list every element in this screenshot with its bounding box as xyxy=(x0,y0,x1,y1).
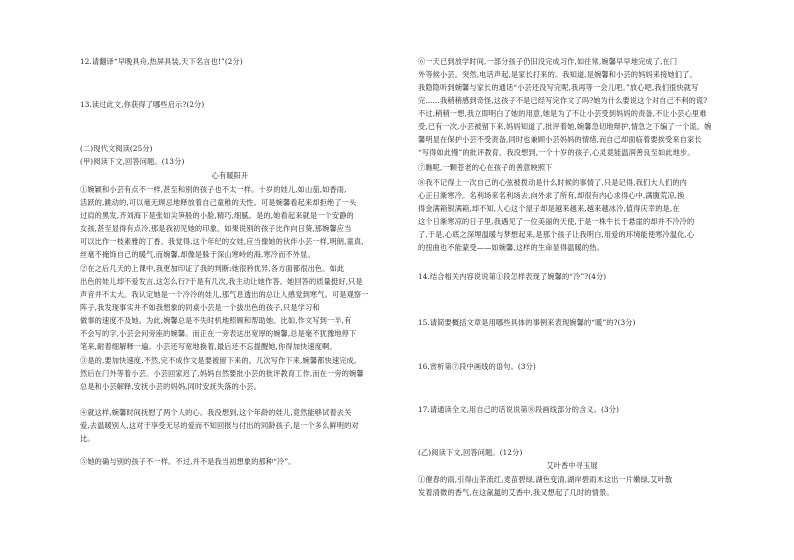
paragraph-line: 心正日渐寒冷。名利场来名利场去,向外求了所有,却很有内心求得心中,满腹荒凉,换 xyxy=(418,191,685,200)
paragraph-line: ④就这样,婉馨时间抚慰了两个人的心。我没想到,这个年龄的娃儿,竟然能够试着去关 xyxy=(80,408,352,417)
part-b-intro: (乙)阅读下文,回答问题。(12分) xyxy=(418,448,523,457)
paragraph-line: 得金满箱银满箱,却不知,人心这个屋子却是越来越来,越来越冰冷,值得庆幸的是,在 xyxy=(418,204,680,213)
question-14: 14.结合相关内容说说第①段怎样表现了婉馨的“冷”?(4分) xyxy=(418,272,607,281)
paragraph-line: 我隐隐听到婉馨与家长的通话“小芸还没写完呢,我再等一会儿吧。”放心吧,我们很快就写 xyxy=(418,83,699,92)
paragraph-line: 馨明显在保护小芸不受责备,同时也兼顾小芸妈妈的情绪,而自己却面临着要挨受来自家长 xyxy=(418,135,702,144)
paragraph-line: 过肩的黑发,齐刘海下是张如尖笋般的小脸,精巧,细腻。是的,她看起来就是一个安静的 xyxy=(80,211,354,220)
paragraph-line: 女孩,甚至显得有点冷,那是我初见她的印象。如果说别的孩子比作向日葵,那婉馨应当 xyxy=(80,224,352,233)
question-13: 13.读过此文,你获得了哪些启示?(2分) xyxy=(80,100,205,109)
paragraph-line: 丝毫不掩饰自己的暖气,而婉馨,却像是躲于深山寒岭的海,寒冷而不外显。 xyxy=(80,250,315,259)
paragraph-line: “写得如此慢”的批评教育。我没想到,一个十岁的孩子,心灵竟能温润善良至如此地步。 xyxy=(418,148,695,157)
paragraph-line: 阵子,我发现事实并不如我想象的同桌小芸是一个拔出色的孩子,只是学习和 xyxy=(80,303,320,312)
paragraph-line: ②在之后几天的上课中,我更加印证了我的判断:她很矜优异,各方面都很出色。如此 xyxy=(80,264,345,273)
paragraph-line: 爱,去温暖别人,这对于享受无尽的爱而不知回报与付出的同龄孩子,是一个多么鲜明的对 xyxy=(80,421,359,430)
section-heading: (二)现代文阅读(25分) xyxy=(80,144,153,153)
paragraph-line: 完……我稍稍感到奇怪,这孩子不是已经写完作文了吗?她为什么要说这个对自己不利的谎? xyxy=(418,96,708,105)
paragraph-line: 外等候小芸。突然,电话声起,是家长打来的。我知道,是婉馨和小芸的妈妈来接她们了。 xyxy=(418,70,697,79)
paragraph-line: 声音并不太大。我认定她是一个冷冷的娃儿,那气息透出的总让人感觉到寒气。可是观察一 xyxy=(80,290,369,299)
question-15: 15.请简要概括文章是用哪些具体的事例来表现婉馨的“暖”的?(3分) xyxy=(418,318,636,327)
paragraph-line: ⑥一天已到放学时间,一部分孩子仍旧没完成习作,如往常,婉馨早早地完成了,在门 xyxy=(418,57,678,66)
left-column xyxy=(80,0,380,560)
article-title: 心有暖阳开 xyxy=(211,171,249,180)
paragraph-line: 的扭曲也不能蒙受——如婉馨,这样的生命显得温暖的热。 xyxy=(418,243,604,252)
paragraph-line: 可以比作一枝素雅的丁香。我觉得,这个年纪的女娃,应当像她的伙伴小芸一样,明朗,童真, xyxy=(80,237,364,246)
part-a-intro: (甲)阅读下文,回答问题。(13分) xyxy=(80,157,185,166)
paragraph-line: ①婉颖和小芸有点不一样,甚至和别的孩子也不太一样。十岁的娃儿,如山茄,如香雨, xyxy=(80,185,347,194)
paragraph-line: 做事的速度不及她。为此,婉馨总是不失时机地照顾和帮助她。比如,作文写到一半,有 xyxy=(80,316,352,325)
paragraph-line: 然后在门外等着小芸。小芸回家迟了,妈妈自然要批小芸的批评教育工作,而在一旁的婉馨 xyxy=(80,369,364,378)
paragraph-line: ③是的,要加快速度,不然,完不成作文是要被留下来的。几次写作下来,婉馨都快速完成, xyxy=(80,356,357,365)
article-title-2: 艾叶香中寻玉展 xyxy=(546,461,598,470)
question-12: 12.请翻译“早晚具舟,热屏具装,天下名言也!”(2分) xyxy=(80,57,243,66)
paragraph-line: 比。 xyxy=(80,434,95,443)
paragraph-line: ⑤她的确与别的孩子不一样。不过,并不是我当初想象的那种“冷”。 xyxy=(80,457,296,466)
paragraph-line: 这个日渐寒凉的日子里,我遇见了一位美丽的天使,于是一株牛长于悬崖的却并不冷冷的 xyxy=(418,217,695,226)
paragraph-line: 活跃的,跳动的,可以毫无顾忌地释放着自己童稚的天性。可是婉馨看起来却拒绝了一头 xyxy=(80,198,357,207)
question-17: 17.请通读全文,用自己的话说说第⑧段画线部分的含义。(3分) xyxy=(418,405,620,414)
question-16: 16.赏析第⑦段中画线的语句。(3分) xyxy=(418,362,536,371)
paragraph-line: 不会写的字,小芸会问旁座的婉馨。而正在一旁表达出宽厚的婉馨,总是毫不犹豫地停下 xyxy=(80,329,357,338)
paragraph-line: 不过,稍稍一想,我立即明白了她的用意,她是为了不让小芸受到妈妈的责备,不让小芸心里难 xyxy=(418,109,707,118)
paragraph-line: ⑧我不记得上一次自己的心弦被拨动是什么时候的事情了,只是记得,我们大人们的内 xyxy=(418,178,688,187)
paragraph-line: ⑦瞧呢,一颗苍老的心在孩子的善意映照下 xyxy=(418,163,553,172)
paragraph-line: 了,于是,心底之深埋温暖与梦想起来,是那个孩子让我明白,用爱的环境能使寒冷温化,心 xyxy=(418,230,695,239)
paragraph-line: ①催春的雨,引得山茶流红,麦苗碧绿,湖色变清,湖岸碧雨木这出一片嫩绿,艾叶散 xyxy=(418,475,673,484)
paragraph-line: 受,已有一次,小芸被留下来,妈妈知道了,批评着她,婉馨急切地辩护,情急之下编了一个谎。婉 xyxy=(418,122,712,131)
paragraph-line: 总是和小芸解释,安抚小芸的妈妈,同时安抚失落的小芸。 xyxy=(80,382,261,391)
paragraph-line: 笔来,耐着细解释一遍。小芸还写宽地换着,最后还不忘提醒她,你得加快速度啊。 xyxy=(80,342,337,351)
paragraph-line: 发着清微的香气,在这氤氲的艾香中,我又想起了几时的情景。 xyxy=(418,488,614,497)
paragraph-line: 出色的娃儿却不爱发言,这怎么行?于是有几次,我主动让她作答。她回答的质量挺好,只是 xyxy=(80,277,363,286)
right-column xyxy=(418,0,726,560)
